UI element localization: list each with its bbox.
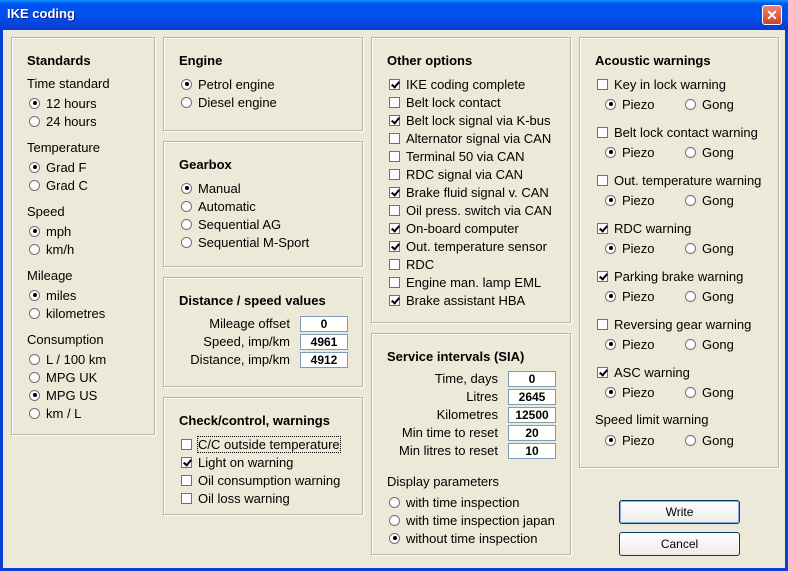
acoustic-item-3[interactable] (597, 219, 691, 237)
checkbox-indicator[interactable] (389, 277, 400, 288)
time-standard-option-1[interactable] (29, 112, 97, 130)
radio-label: Gong (702, 432, 734, 448)
acoustic-item-6[interactable] (597, 363, 690, 381)
mileage-label: Mileage (27, 268, 73, 283)
service-row-1-label: Litres (466, 389, 498, 404)
cancel-button[interactable]: Cancel (619, 532, 740, 556)
window-title: IKE coding (7, 6, 75, 21)
radio-label: with time inspection (406, 494, 520, 510)
acoustic-item-6-gong[interactable] (685, 383, 734, 401)
service-title: Service intervals (SIA) (387, 349, 525, 364)
radio-indicator[interactable] (29, 354, 40, 365)
checkbox-indicator[interactable] (389, 295, 400, 306)
radio-label: Piezo (622, 288, 655, 304)
checkbox-indicator[interactable] (181, 475, 192, 486)
other-option-5[interactable] (389, 165, 523, 183)
checkbox-label: C/C outside temperature (198, 436, 340, 452)
checkbox-indicator[interactable] (389, 133, 400, 144)
other-option-12[interactable] (389, 291, 525, 309)
service-row-2-field[interactable]: 12500 (508, 407, 556, 423)
distance-row-2-label: Distance, imp/km (190, 352, 290, 367)
service-row-3-label: Min time to reset (401, 425, 498, 440)
other-option-3[interactable] (389, 129, 551, 147)
radio-label: km / L (46, 405, 82, 421)
checkbox-label: Terminal 50 via CAN (406, 148, 525, 164)
checkbox-label: Light on warning (198, 454, 294, 470)
speed-option-1[interactable] (29, 240, 74, 258)
radio-indicator[interactable] (605, 99, 616, 110)
checkbox-label: RDC (406, 256, 435, 272)
checkbox-label: Out. temperature sensor (406, 238, 547, 254)
radio-label: Gong (702, 384, 734, 400)
consumption-option-0[interactable] (29, 350, 106, 368)
checkbox-indicator[interactable] (597, 127, 608, 138)
radio-indicator[interactable] (29, 408, 40, 419)
checkbox-label: Reversing gear warning (614, 316, 752, 332)
radio-label: with time inspection japan (406, 512, 555, 528)
checkbox-label: Belt lock signal via K-bus (406, 112, 551, 128)
radio-indicator[interactable] (181, 237, 192, 248)
checkbox-label: Parking brake warning (614, 268, 744, 284)
acoustic-item-0[interactable] (597, 75, 726, 93)
acoustic-item-5-piezo[interactable] (605, 335, 655, 353)
display-option-0[interactable] (389, 493, 519, 511)
acoustic-item-3-piezo[interactable] (605, 239, 655, 257)
radio-label: 12 hours (46, 95, 97, 111)
service-row-1-field[interactable]: 2645 (508, 389, 556, 405)
radio-label: 24 hours (46, 113, 97, 129)
mileage-option-1[interactable] (29, 304, 105, 322)
radio-label: Grad C (46, 177, 88, 193)
acoustic-item-2-gong[interactable] (685, 191, 734, 209)
radio-indicator[interactable] (605, 387, 616, 398)
checkbox-indicator[interactable] (597, 271, 608, 282)
radio-label: Automatic (198, 198, 256, 214)
checkbox-label: RDC warning (614, 220, 692, 236)
radio-label: km/h (46, 241, 75, 257)
service-row-3-field[interactable]: 20 (508, 425, 556, 441)
gearbox-option-2[interactable] (181, 215, 281, 233)
checkbox-label: Alternator signal via CAN (406, 130, 552, 146)
radio-indicator[interactable] (29, 372, 40, 383)
radio-indicator[interactable] (181, 97, 192, 108)
acoustic-title: Acoustic warnings (595, 53, 711, 68)
radio-indicator[interactable] (605, 195, 616, 206)
checkbox-indicator[interactable] (389, 151, 400, 162)
speed-limit-gong[interactable] (685, 431, 734, 449)
radio-label: Piezo (622, 144, 655, 160)
check-control-title: Check/control, warnings (179, 413, 330, 428)
acoustic-item-2[interactable] (597, 171, 761, 189)
radio-indicator[interactable] (29, 390, 40, 401)
checkbox-indicator[interactable] (389, 169, 400, 180)
radio-indicator[interactable] (685, 339, 696, 350)
write-button[interactable]: Write (619, 500, 740, 524)
radio-label: Petrol engine (198, 76, 275, 92)
checkbox-label: Belt lock contact warning (614, 124, 758, 140)
acoustic-item-0-gong[interactable] (685, 95, 734, 113)
check-control-item-0[interactable] (181, 435, 340, 453)
radio-label: Gong (702, 144, 734, 160)
acoustic-item-1-piezo[interactable] (605, 143, 655, 161)
speed-option-0[interactable] (29, 222, 71, 240)
other-option-6[interactable] (389, 183, 549, 201)
radio-indicator[interactable] (605, 291, 616, 302)
other-option-11[interactable] (389, 273, 541, 291)
acoustic-item-5[interactable] (597, 315, 751, 333)
checkbox-indicator[interactable] (181, 457, 192, 468)
consumption-option-3[interactable] (29, 404, 81, 422)
other-option-1[interactable] (389, 93, 501, 111)
checkbox-indicator[interactable] (597, 79, 608, 90)
radio-label: Piezo (622, 432, 655, 448)
checkbox-label: Belt lock contact (406, 94, 501, 110)
radio-indicator[interactable] (29, 226, 40, 237)
radio-label: without time inspection (406, 530, 538, 546)
radio-label: Manual (198, 180, 241, 196)
checkbox-indicator[interactable] (389, 223, 400, 234)
radio-label: Sequential M-Sport (198, 234, 310, 250)
checkbox-label: Oil loss warning (198, 490, 290, 506)
radio-indicator[interactable] (29, 98, 40, 109)
check-control-item-2[interactable] (181, 471, 340, 489)
consumption-label: Consumption (27, 332, 104, 347)
radio-indicator[interactable] (29, 244, 40, 255)
checkbox-indicator[interactable] (597, 319, 608, 330)
consumption-option-2[interactable] (29, 386, 97, 404)
other-options-title: Other options (387, 53, 473, 68)
other-option-2[interactable] (389, 111, 551, 129)
radio-indicator[interactable] (29, 290, 40, 301)
acoustic-item-4-gong[interactable] (685, 287, 734, 305)
checkbox-label: Brake assistant HBA (406, 292, 526, 308)
other-option-10[interactable] (389, 255, 434, 273)
checkbox-label: Brake fluid signal v. CAN (406, 184, 549, 200)
service-row-0-label: Time, days (434, 371, 498, 386)
service-row-0-field[interactable]: 0 (508, 371, 556, 387)
radio-label: Gong (702, 336, 734, 352)
radio-label: Piezo (622, 240, 655, 256)
radio-indicator[interactable] (605, 147, 616, 158)
radio-label: miles (46, 287, 77, 303)
radio-label: Gong (702, 192, 734, 208)
checkbox-label: Oil consumption warning (198, 472, 341, 488)
other-option-0[interactable] (389, 75, 525, 93)
checkbox-label: Oil press. switch via CAN (406, 202, 552, 218)
acoustic-item-4[interactable] (597, 267, 743, 285)
service-row-4-field[interactable]: 10 (508, 443, 556, 459)
close-button[interactable]: ✕ (762, 5, 782, 25)
checkbox-indicator[interactable] (597, 175, 608, 186)
checkbox-indicator[interactable] (389, 205, 400, 216)
checkbox-label: Out. temperature warning (614, 172, 762, 188)
checkbox-label: Key in lock warning (614, 76, 726, 92)
radio-indicator[interactable] (685, 243, 696, 254)
radio-label: Sequential AG (198, 216, 282, 232)
radio-label: Gong (702, 288, 734, 304)
radio-label: Piezo (622, 336, 655, 352)
radio-label: Piezo (622, 384, 655, 400)
consumption-option-1[interactable] (29, 368, 97, 386)
speed-limit-piezo[interactable] (605, 431, 655, 449)
radio-label: kilometres (46, 305, 106, 321)
time-standard-label: Time standard (27, 76, 110, 91)
distance-row-0-label: Mileage offset (209, 316, 290, 331)
standards-title: Standards (27, 53, 91, 68)
checkbox-indicator[interactable] (389, 115, 400, 126)
radio-indicator[interactable] (389, 497, 400, 508)
radio-label: MPG UK (46, 369, 98, 385)
checkbox-indicator[interactable] (389, 259, 400, 270)
checkbox-indicator[interactable] (389, 79, 400, 90)
radio-indicator[interactable] (181, 201, 192, 212)
check-control-item-1[interactable] (181, 453, 293, 471)
checkbox-label: On-board computer (406, 220, 519, 236)
distance-row-1-field[interactable]: 4961 (300, 334, 348, 350)
temperature-option-1[interactable] (29, 176, 88, 194)
radio-label: mph (46, 223, 72, 239)
radio-label: Piezo (622, 192, 655, 208)
checkbox-indicator[interactable] (181, 493, 192, 504)
check-control-item-3[interactable] (181, 489, 290, 507)
radio-indicator[interactable] (685, 195, 696, 206)
display-option-1[interactable] (389, 511, 555, 529)
radio-label: Gong (702, 240, 734, 256)
distance-row-1-label: Speed, imp/km (203, 334, 290, 349)
radio-indicator[interactable] (181, 219, 192, 230)
engine-title: Engine (179, 53, 223, 68)
radio-indicator[interactable] (685, 291, 696, 302)
checkbox-indicator[interactable] (597, 223, 608, 234)
acoustic-item-6-piezo[interactable] (605, 383, 655, 401)
radio-indicator[interactable] (389, 533, 400, 544)
acoustic-item-5-gong[interactable] (685, 335, 734, 353)
radio-indicator[interactable] (29, 116, 40, 127)
display-parameters-label: Display parameters (387, 474, 499, 489)
temperature-label: Temperature (27, 140, 100, 155)
radio-indicator[interactable] (605, 435, 616, 446)
engine-option-0[interactable] (181, 75, 275, 93)
title-bar[interactable] (0, 0, 788, 30)
acoustic-item-2-piezo[interactable] (605, 191, 655, 209)
acoustic-item-3-gong[interactable] (685, 239, 734, 257)
display-option-2[interactable] (389, 529, 538, 547)
radio-indicator[interactable] (685, 387, 696, 398)
radio-indicator[interactable] (685, 147, 696, 158)
service-row-2-label: Kilometres (436, 407, 498, 422)
radio-label: Grad F (46, 159, 87, 175)
checkbox-label: IKE coding complete (406, 76, 526, 92)
gearbox-option-3[interactable] (181, 233, 309, 251)
radio-indicator[interactable] (605, 243, 616, 254)
checkbox-label: Engine man. lamp EML (406, 274, 542, 290)
other-option-8[interactable] (389, 219, 519, 237)
radio-indicator[interactable] (29, 308, 40, 319)
acoustic-item-4-piezo[interactable] (605, 287, 655, 305)
checkbox-label: ASC warning (614, 364, 690, 380)
acoustic-item-1[interactable] (597, 123, 758, 141)
radio-indicator[interactable] (685, 99, 696, 110)
radio-label: Piezo (622, 96, 655, 112)
radio-indicator[interactable] (389, 515, 400, 526)
checkbox-indicator[interactable] (389, 97, 400, 108)
radio-indicator[interactable] (605, 339, 616, 350)
checkbox-label: RDC signal via CAN (406, 166, 524, 182)
other-option-4[interactable] (389, 147, 525, 165)
distance-title: Distance / speed values (179, 293, 326, 308)
radio-indicator[interactable] (685, 435, 696, 446)
checkbox-indicator[interactable] (389, 187, 400, 198)
distance-row-2-field[interactable]: 4912 (300, 352, 348, 368)
radio-label: Diesel engine (198, 94, 277, 110)
other-option-7[interactable] (389, 201, 552, 219)
gearbox-option-0[interactable] (181, 179, 241, 197)
acoustic-item-1-gong[interactable] (685, 143, 734, 161)
checkbox-indicator[interactable] (389, 241, 400, 252)
temperature-option-0[interactable] (29, 158, 86, 176)
mileage-option-0[interactable] (29, 286, 76, 304)
radio-indicator[interactable] (29, 162, 40, 173)
radio-label: Gong (702, 96, 734, 112)
gearbox-option-1[interactable] (181, 197, 256, 215)
radio-label: MPG US (46, 387, 98, 403)
acoustic-item-0-piezo[interactable] (605, 95, 655, 113)
time-standard-option-0[interactable] (29, 94, 97, 112)
speed-label: Speed (27, 204, 65, 219)
radio-indicator[interactable] (181, 183, 192, 194)
speed-limit-label: Speed limit warning (595, 412, 709, 427)
gearbox-title: Gearbox (179, 157, 232, 172)
engine-option-1[interactable] (181, 93, 277, 111)
distance-row-0-field[interactable]: 0 (300, 316, 348, 332)
radio-indicator[interactable] (29, 180, 40, 191)
other-option-9[interactable] (389, 237, 547, 255)
radio-indicator[interactable] (181, 79, 192, 90)
radio-label: L / 100 km (46, 351, 107, 367)
checkbox-indicator[interactable] (597, 367, 608, 378)
checkbox-indicator[interactable] (181, 439, 192, 450)
service-row-4-label: Min litres to reset (399, 443, 498, 458)
